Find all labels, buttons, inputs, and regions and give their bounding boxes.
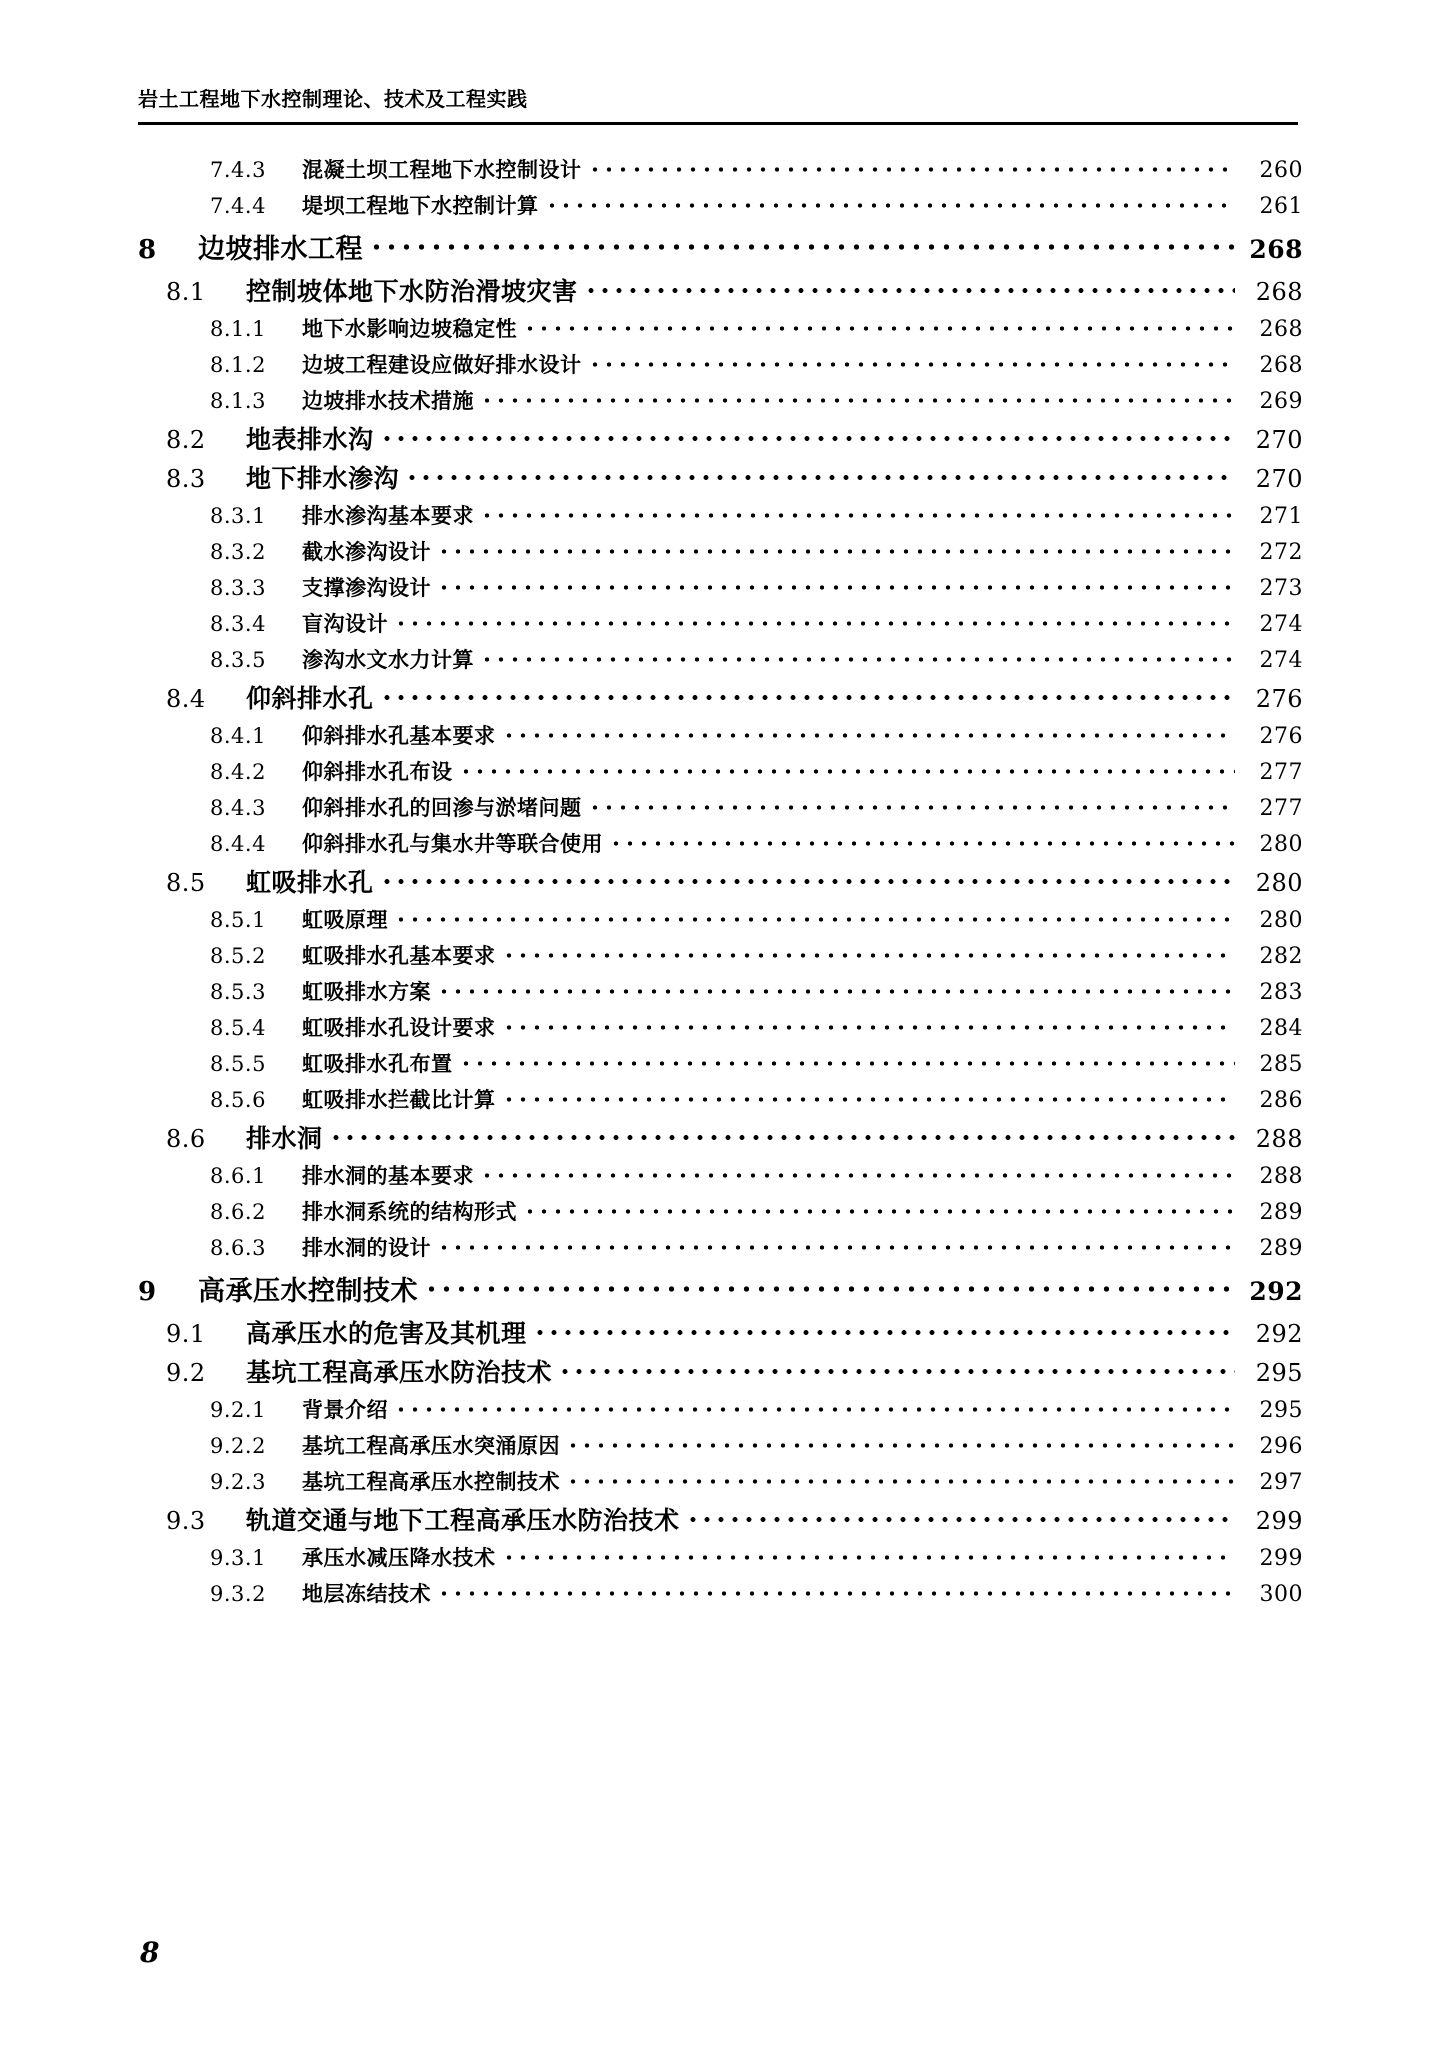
toc-entry-page-number: 277 [1259,796,1303,821]
toc-entry-number: 8 [138,235,157,265]
toc-dot-leader [380,683,1235,707]
toc-entry[interactable] [138,276,1303,304]
toc-entry-title: 渗沟水文水力计算 [302,648,474,672]
toc-entry-title: 虹吸排水孔 [246,868,374,897]
toc-entry-title: 堤坝工程地下水控制计算 [302,194,539,218]
toc-dot-leader [405,463,1235,487]
toc-entry-title: 排水洞 [246,1124,323,1153]
toc-dot-leader [566,1432,1235,1453]
toc-entry-number: 8.3.1 [210,504,266,528]
toc-entry-title: 仰斜排水孔布设 [302,760,453,784]
toc-entry[interactable] [138,463,1303,491]
toc-entry-number: 8.4.1 [210,724,266,748]
toc-entry-number: 8.5.2 [210,944,266,968]
header-divider-rule [138,122,1298,125]
toc-entry[interactable] [138,502,1303,528]
toc-entry-number: 8.4.4 [210,832,266,856]
toc-entry-number: 8.5.5 [210,1052,266,1076]
toc-entry[interactable] [138,1505,1303,1533]
toc-dot-leader [686,1505,1235,1529]
toc-dot-leader [459,758,1236,779]
toc-dot-leader [558,1357,1235,1381]
toc-entry-page-number: 274 [1259,648,1303,673]
toc-entry[interactable] [138,424,1303,452]
toc-entry[interactable] [138,758,1303,784]
toc-entry-title: 仰斜排水孔与集水井等联合使用 [302,832,603,856]
toc-entry-title: 虹吸排水方案 [302,980,431,1004]
toc-dot-leader [502,1086,1236,1107]
toc-dot-leader [502,722,1236,743]
toc-dot-leader [609,830,1235,851]
toc-entry-title: 控制坡体地下水防治滑坡灾害 [246,277,578,306]
toc-entry-number: 8.5.6 [210,1088,266,1112]
toc-entry-title: 截水渗沟设计 [302,540,431,564]
toc-entry-page-number: 280 [1255,869,1303,897]
toc-dot-leader [437,574,1235,595]
toc-entry[interactable] [138,315,1303,341]
toc-entry-page-number: 292 [1255,1320,1303,1348]
toc-entry-title: 背景介绍 [302,1398,388,1422]
toc-entry-title: 排水渗沟基本要求 [302,504,474,528]
toc-entry-page-number: 268 [1255,278,1303,306]
toc-dot-leader [545,192,1236,213]
toc-entry-title: 仰斜排水孔基本要求 [302,724,496,748]
toc-entry-page-number: 300 [1259,1582,1303,1607]
toc-dot-leader [480,646,1235,667]
running-header [138,88,1298,110]
toc-dot-leader [588,351,1236,372]
toc-entry-title: 基坑工程高承压水突涌原因 [302,1434,560,1458]
toc-dot-leader [502,1014,1236,1035]
toc-entry[interactable] [138,1468,1303,1494]
toc-entry-page-number: 268 [1259,353,1303,378]
toc-entry-page-number: 273 [1259,576,1303,601]
toc-entry-title: 轨道交通与地下工程高承压水防治技术 [246,1506,680,1535]
toc-entry-number: 9.2.1 [210,1398,266,1422]
toc-entry-title: 虹吸排水孔设计要求 [302,1016,496,1040]
toc-entry-number: 8.1.2 [210,353,266,377]
toc-entry-number: 8.6.2 [210,1200,266,1224]
toc-entry-number: 8.6 [166,1125,206,1153]
toc-entry-number: 8.6.3 [210,1236,266,1260]
toc-entry-page-number: 289 [1259,1200,1303,1225]
toc-entry-number: 8.3.5 [210,648,266,672]
toc-entry-page-number: 296 [1259,1434,1303,1459]
toc-entry-title: 边坡工程建设应做好排水设计 [302,353,582,377]
toc-entry[interactable] [138,1318,1303,1346]
toc-entry-page-number: 268 [1259,317,1303,342]
toc-entry-number: 8.2 [166,426,206,454]
toc-entry-title: 虹吸排水孔基本要求 [302,944,496,968]
toc-entry-title: 高承压水的危害及其机理 [246,1319,527,1348]
toc-entry-number: 8.4.2 [210,760,266,784]
toc-entry-page-number: 282 [1259,944,1303,969]
toc-entry[interactable] [138,1014,1303,1040]
toc-entry-number: 9.2.3 [210,1470,266,1494]
toc-entry[interactable] [138,156,1303,182]
toc-entry[interactable] [138,683,1303,711]
toc-entry-page-number: 280 [1259,832,1303,857]
toc-entry[interactable] [138,1162,1303,1188]
toc-dot-leader [480,1162,1235,1183]
toc-entry-number: 9.3.2 [210,1582,266,1606]
toc-entry-number: 9.3.1 [210,1546,266,1570]
toc-entry-page-number: 295 [1259,1398,1303,1423]
toc-entry-page-number: 292 [1249,1277,1303,1306]
page-folio: 8 [140,1936,160,1969]
toc-entry-title: 高承压水控制技术 [198,1276,418,1307]
toc-entry-title: 混凝土坝工程地下水控制设计 [302,158,582,182]
toc-dot-leader [459,1050,1236,1071]
toc-entry[interactable] [138,1580,1303,1606]
toc-entry-number: 9.2.2 [210,1434,266,1458]
toc-entry-number: 8.1.1 [210,317,266,341]
toc-entry-title: 虹吸原理 [302,908,388,932]
toc-entry-title: 地表排水沟 [246,425,374,454]
toc-dot-leader [588,156,1236,177]
toc-entry-page-number: 277 [1259,760,1303,785]
toc-entry-title: 盲沟设计 [302,612,388,636]
toc-entry-number: 8.5.3 [210,980,266,1004]
toc-entry-page-number: 272 [1259,540,1303,565]
toc-entry-number: 8.3.4 [210,612,266,636]
toc-entry[interactable] [138,867,1303,895]
toc-entry-number: 8.1 [166,278,206,306]
toc-entry-number: 9 [138,1277,157,1307]
toc-entry-page-number: 271 [1259,504,1303,529]
toc-entry-page-number: 299 [1259,1546,1303,1571]
toc-dot-leader [566,1468,1235,1489]
toc-entry-page-number: 276 [1259,724,1303,749]
toc-entry-page-number: 284 [1259,1016,1303,1041]
toc-dot-leader [533,1318,1235,1342]
toc-dot-leader [380,867,1235,891]
toc-entry[interactable] [138,942,1303,968]
toc-entry[interactable] [138,1086,1303,1112]
toc-dot-leader [369,232,1235,258]
toc-entry[interactable] [138,1050,1303,1076]
toc-entry-page-number: 288 [1255,1125,1303,1153]
toc-entry-title: 边坡排水工程 [198,234,363,265]
toc-entry-page-number: 260 [1259,158,1303,183]
toc-entry-number: 8.3 [166,465,206,493]
toc-entry-number: 8.1.3 [210,389,266,413]
toc-entry-page-number: 270 [1255,465,1303,493]
toc-entry-title: 基坑工程高承压水控制技术 [302,1470,560,1494]
toc-entry[interactable] [138,351,1303,377]
toc-dot-leader [437,538,1235,559]
toc-entry[interactable] [138,906,1303,932]
toc-entry[interactable] [138,1274,1303,1305]
toc-dot-leader [380,424,1235,448]
toc-entry-title: 排水洞系统的结构形式 [302,1200,517,1224]
toc-entry-number: 9.2 [166,1359,206,1387]
toc-entry[interactable] [138,387,1303,413]
toc-entry-page-number: 285 [1259,1052,1303,1077]
toc-entry-page-number: 295 [1255,1359,1303,1387]
toc-entry-number: 7.4.4 [210,194,266,218]
toc-entry[interactable] [138,794,1303,820]
toc-entry-page-number: 269 [1259,389,1303,414]
toc-entry-number: 8.3.3 [210,576,266,600]
toc-dot-leader [523,1198,1235,1219]
toc-entry-page-number: 274 [1259,612,1303,637]
toc-entry-number: 8.6.1 [210,1164,266,1188]
toc-dot-leader [502,1544,1236,1565]
toc-entry-title: 承压水减压降水技术 [302,1546,496,1570]
toc-dot-leader [480,387,1235,408]
toc-dot-leader [588,794,1236,815]
toc-entry-number: 8.4.3 [210,796,266,820]
toc-entry-title: 地下排水渗沟 [246,464,400,493]
toc-dot-leader [394,610,1235,631]
toc-entry-title: 排水洞的基本要求 [302,1164,474,1188]
toc-entry-title: 虹吸排水孔布置 [302,1052,453,1076]
toc-entry[interactable] [138,192,1303,218]
toc-dot-leader [502,942,1236,963]
toc-entry[interactable] [138,574,1303,600]
toc-dot-leader [424,1274,1235,1300]
toc-entry-page-number: 288 [1259,1164,1303,1189]
toc-entry-title: 仰斜排水孔 [246,684,374,713]
toc-entry[interactable] [138,1123,1303,1151]
toc-entry-title: 虹吸排水拦截比计算 [302,1088,496,1112]
toc-entry-title: 基坑工程高承压水防治技术 [246,1358,553,1387]
toc-entry[interactable] [138,830,1303,856]
toc-entry-number: 8.5 [166,869,206,897]
toc-entry-title: 排水洞的设计 [302,1236,431,1260]
toc-dot-leader [437,1234,1235,1255]
toc-entry-number: 8.4 [166,685,206,713]
toc-entry-number: 8.5.4 [210,1016,266,1040]
toc-dot-leader [523,315,1235,336]
toc-entry-page-number: 286 [1259,1088,1303,1113]
toc-dot-leader [394,1396,1235,1417]
toc-entry-title: 仰斜排水孔的回渗与淤堵问题 [302,796,582,820]
toc-entry-title: 地层冻结技术 [302,1582,431,1606]
toc-dot-leader [394,906,1235,927]
toc-entry[interactable] [138,1544,1303,1570]
toc-entry[interactable] [138,1396,1303,1422]
toc-entry-number: 8.3.2 [210,540,266,564]
toc-entry[interactable] [138,1198,1303,1224]
toc-entry-page-number: 280 [1259,908,1303,933]
toc-dot-leader [480,502,1235,523]
toc-dot-leader [437,1580,1235,1601]
toc-entry-page-number: 270 [1255,426,1303,454]
toc-entry-page-number: 283 [1259,980,1303,1005]
toc-entry-title: 支撑渗沟设计 [302,576,431,600]
toc-entry[interactable] [138,232,1303,263]
toc-entry[interactable] [138,646,1303,672]
toc-entry-number: 9.1 [166,1320,206,1348]
toc-dot-leader [584,276,1235,300]
toc-entry-number: 9.3 [166,1507,206,1535]
toc-entry[interactable] [138,1357,1303,1385]
toc-entry-title: 地下水影响边坡稳定性 [302,317,517,341]
toc-entry-number: 8.5.1 [210,908,266,932]
toc-entry-page-number: 276 [1255,685,1303,713]
toc-entry-page-number: 299 [1255,1507,1303,1535]
toc-entry-page-number: 261 [1259,194,1303,219]
toc-entry-page-number: 297 [1259,1470,1303,1495]
toc-entry[interactable] [138,1432,1303,1458]
toc-dot-leader [437,978,1235,999]
table-of-contents [138,146,1303,1616]
toc-entry[interactable] [138,978,1303,1004]
toc-entry-number: 7.4.3 [210,158,266,182]
toc-entry[interactable] [138,722,1303,748]
toc-entry-page-number: 268 [1249,235,1303,264]
toc-entry-title: 边坡排水技术措施 [302,389,474,413]
toc-entry[interactable] [138,1234,1303,1260]
toc-entry[interactable] [138,610,1303,636]
toc-entry[interactable] [138,538,1303,564]
toc-dot-leader [329,1123,1235,1147]
running-header-title: 岩土工程地下水控制理论、技术及工程实践 [138,87,528,111]
toc-entry-page-number: 289 [1259,1236,1303,1261]
